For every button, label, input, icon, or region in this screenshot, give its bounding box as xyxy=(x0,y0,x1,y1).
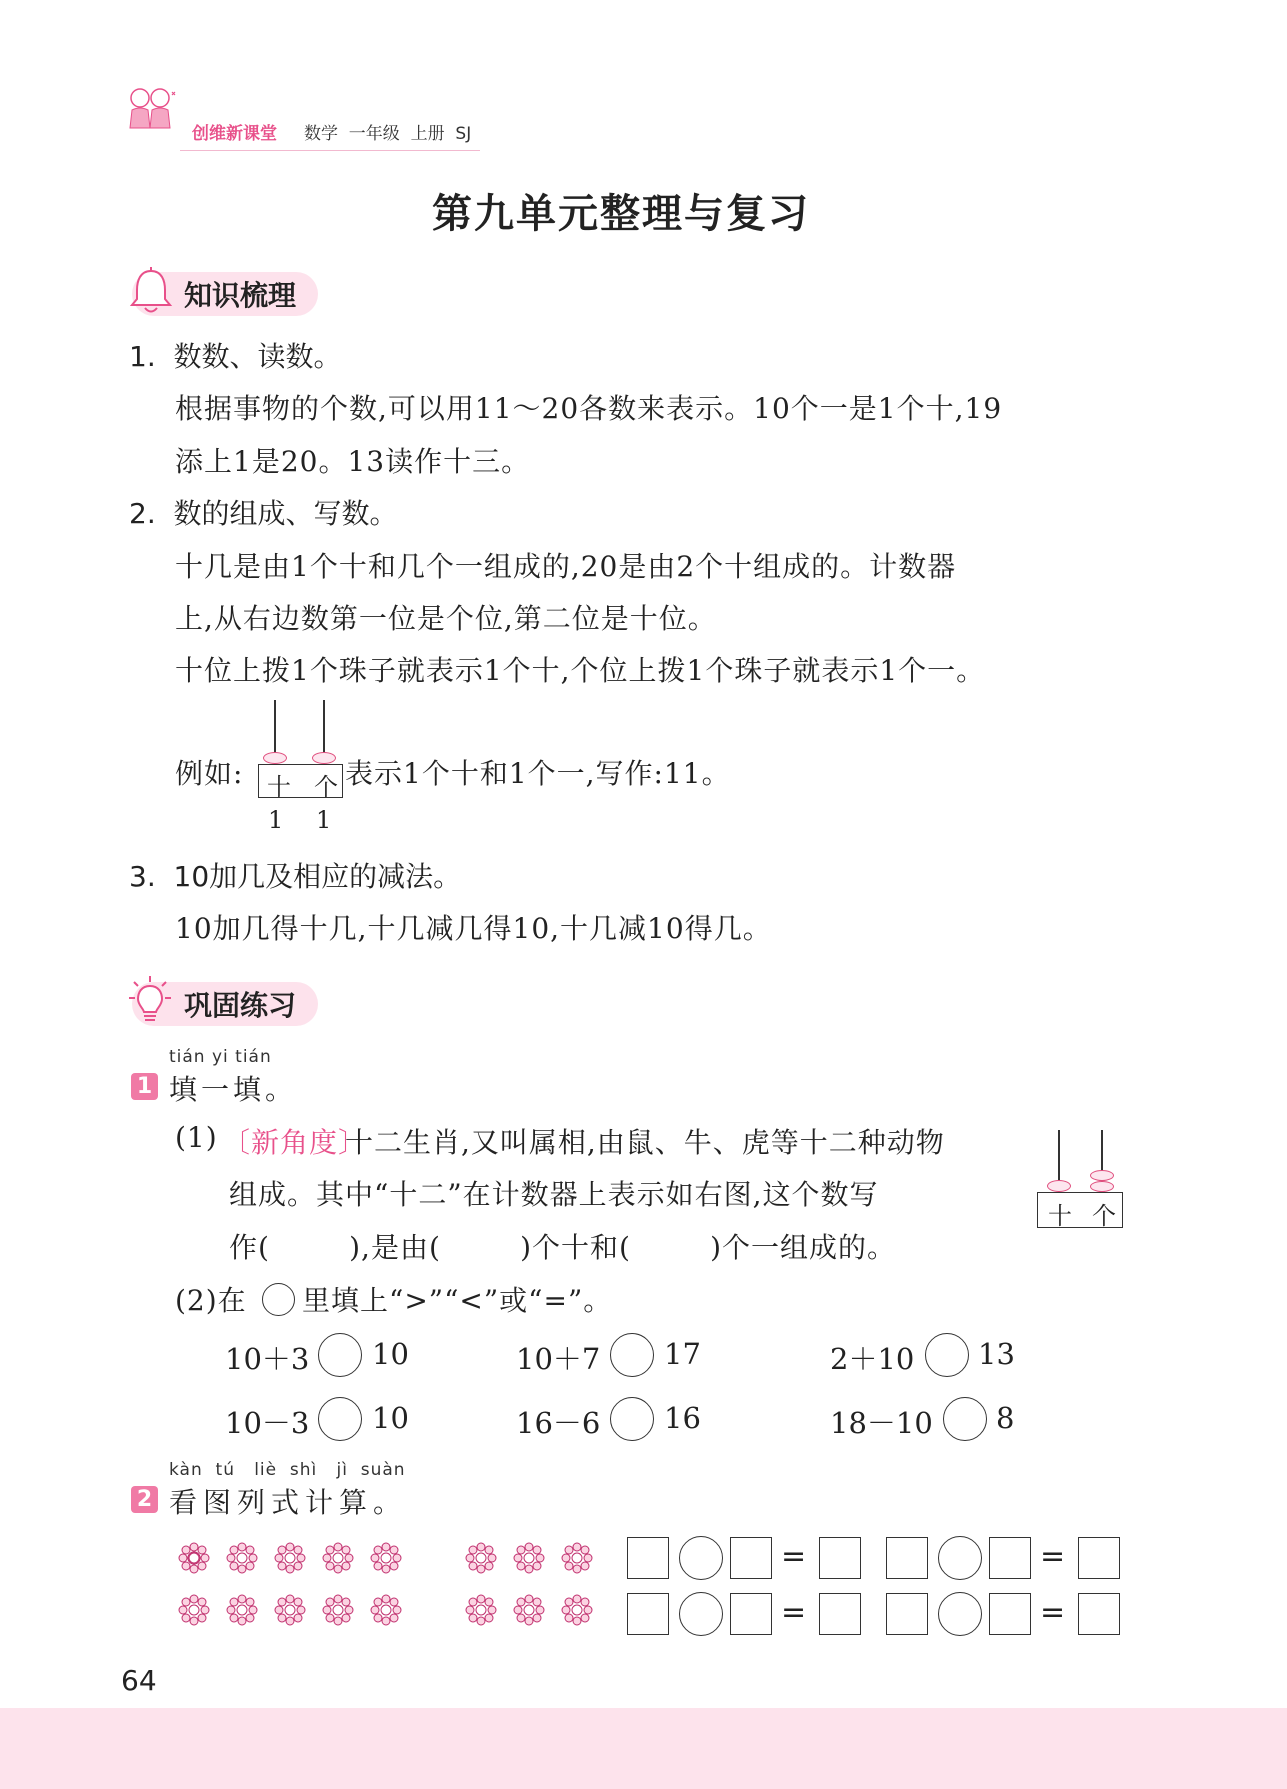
cmp-3-left: 2＋10 xyxy=(830,1342,915,1376)
example-text: 表示1个十和1个一,写作:11。 xyxy=(345,757,731,790)
equation-row-1b xyxy=(886,1535,1124,1581)
q1-tens-label: 十 xyxy=(1048,1202,1072,1230)
q1-part2-label-after: 里填上“>”“<”或“=”。 xyxy=(302,1284,613,1317)
eq-box[interactable] xyxy=(989,1537,1031,1579)
flower-icon xyxy=(513,1594,545,1626)
knowledge-item-2-line-2: 上,从右边数第一位是个位,第二位是十位。 xyxy=(175,602,717,635)
eq-box[interactable] xyxy=(819,1593,861,1635)
example-prefix: 例如: xyxy=(175,757,244,790)
example-tens-label: 十 xyxy=(267,773,291,801)
eq-box[interactable] xyxy=(627,1537,669,1579)
flower-icon xyxy=(178,1542,210,1574)
q1-ones-bead-2 xyxy=(1090,1181,1114,1192)
knowledge-item-2-line-1: 十几是由1个十和几个一组成的,20是由2个十组成的。计数器 xyxy=(175,550,957,583)
page-number: 64 xyxy=(121,1664,157,1697)
q1-ones-bead-1 xyxy=(1090,1170,1114,1181)
flower-icon xyxy=(370,1542,402,1574)
example-tens-rod xyxy=(274,700,276,760)
equation-row-1a xyxy=(627,1535,865,1581)
eq-box[interactable] xyxy=(730,1537,772,1579)
q1-pinyin: tián yi tián xyxy=(169,1047,272,1067)
cmp-2-circle[interactable] xyxy=(610,1333,654,1377)
page-title: 第九单元整理与复习 xyxy=(432,191,810,237)
cmp-4-circle[interactable] xyxy=(318,1397,362,1441)
q1-part1-label: (1) xyxy=(175,1121,218,1154)
q1-number-badge: 1 xyxy=(131,1073,158,1100)
cmp-2-left: 10＋7 xyxy=(516,1342,601,1376)
cmp-6-circle[interactable] xyxy=(943,1397,987,1441)
example-ones-digit: 1 xyxy=(316,806,332,834)
cmp-3-right: 13 xyxy=(978,1337,1015,1371)
cmp-1-right: 10 xyxy=(372,1337,409,1371)
flower-icon xyxy=(178,1594,210,1626)
eq-op-circle[interactable] xyxy=(938,1536,982,1580)
knowledge-item-1-line-1: 根据事物的个数,可以用11～20各数来表示。10个一是1个十,19 xyxy=(175,392,1003,425)
flower-icon xyxy=(226,1542,258,1574)
header-subtitle: 数学 一年级 上册 SJ xyxy=(304,124,472,144)
knowledge-item-2-line-3: 十位上拨1个珠子就表示1个十,个位上拨1个珠子就表示1个一。 xyxy=(175,654,986,687)
eq-equals: = xyxy=(1040,1539,1066,1574)
q1-title: 填一填。 xyxy=(169,1073,298,1106)
cmp-1-circle[interactable] xyxy=(318,1333,362,1377)
eq-box[interactable] xyxy=(1078,1537,1120,1579)
q1-part1-line-2: 组成。其中“十二”在计数器上表示如右图,这个数写 xyxy=(229,1178,879,1211)
flower-icon xyxy=(513,1542,545,1574)
eq-equals: = xyxy=(1040,1595,1066,1630)
q1-part1-line-3: 作( ),是由( )个十和( )个一组成的。 xyxy=(229,1231,897,1264)
example-ones-label: 个 xyxy=(314,773,338,801)
q1-ones-label: 个 xyxy=(1092,1202,1116,1230)
equation-row-2b xyxy=(886,1591,1124,1637)
q2-title: 看图列式计算。 xyxy=(169,1486,408,1519)
q2-pinyin: kàn tú liè shì jì suàn xyxy=(169,1460,406,1480)
knowledge-item-3-heading: 3. 10加几及相应的减法。 xyxy=(129,860,462,893)
bottom-band xyxy=(0,1708,1287,1789)
eq-box[interactable] xyxy=(886,1537,928,1579)
section-practice-label: 巩固练习 xyxy=(184,989,297,1022)
example-ones-rod xyxy=(323,700,325,760)
flower-icon xyxy=(274,1542,306,1574)
eq-op-circle[interactable] xyxy=(938,1592,982,1636)
knowledge-item-1-line-2: 添上1是20。13读作十三。 xyxy=(175,445,531,478)
q2-number-badge: 2 xyxy=(131,1486,158,1513)
q1-part2-label: (2)在 xyxy=(175,1284,247,1317)
example-ones-bead xyxy=(312,752,336,764)
kids-logo-icon xyxy=(124,86,182,136)
cmp-5-left: 16－6 xyxy=(516,1406,601,1440)
eq-op-circle[interactable] xyxy=(679,1592,723,1636)
q1-tens-bead xyxy=(1047,1180,1071,1192)
eq-equals: = xyxy=(781,1539,807,1574)
eq-box[interactable] xyxy=(886,1593,928,1635)
eq-box[interactable] xyxy=(989,1593,1031,1635)
example-tens-digit: 1 xyxy=(268,806,284,834)
cmp-5-right: 16 xyxy=(664,1401,701,1435)
flower-icon xyxy=(561,1542,593,1574)
header-logo xyxy=(124,86,182,136)
section-knowledge-label: 知识梳理 xyxy=(184,279,297,312)
knowledge-item-2-heading: 2. 数的组成、写数。 xyxy=(129,497,398,530)
example-counter-box xyxy=(258,764,343,801)
cmp-5-circle[interactable] xyxy=(610,1397,654,1441)
eq-box[interactable] xyxy=(627,1593,669,1635)
cmp-3-circle[interactable] xyxy=(925,1333,969,1377)
eq-box[interactable] xyxy=(730,1593,772,1635)
q1-part1-tag: 〔新角度〕 xyxy=(222,1126,368,1159)
q1-part2-circle-icon xyxy=(262,1283,295,1316)
equation-row-2a xyxy=(627,1591,865,1637)
flower-icon xyxy=(322,1542,354,1574)
flower-icon xyxy=(465,1542,497,1574)
flower-icon xyxy=(274,1594,306,1626)
cmp-2-right: 17 xyxy=(664,1337,701,1371)
bell-icon xyxy=(128,266,174,318)
cmp-4-left: 10－3 xyxy=(225,1406,310,1440)
knowledge-item-3-line-1: 10加几得十几,十几减几得10,十几减10得几。 xyxy=(175,912,772,945)
eq-equals: = xyxy=(781,1595,807,1630)
eq-box[interactable] xyxy=(1078,1593,1120,1635)
cmp-6-left: 18－10 xyxy=(830,1406,933,1440)
eq-op-circle[interactable] xyxy=(679,1536,723,1580)
header-brand: 创维新课堂 xyxy=(192,124,277,144)
lightbulb-icon xyxy=(126,974,174,1028)
q1-part1-line-1: 十二生肖,又叫属相,由鼠、牛、虎等十二种动物 xyxy=(345,1126,945,1159)
header-divider xyxy=(180,150,480,151)
cmp-4-right: 10 xyxy=(372,1401,409,1435)
knowledge-item-1-heading: 1. 数数、读数。 xyxy=(129,340,342,373)
q1-counter-box xyxy=(1037,1192,1123,1228)
eq-box[interactable] xyxy=(819,1537,861,1579)
flower-icon xyxy=(322,1594,354,1626)
flower-icon xyxy=(561,1594,593,1626)
cmp-6-right: 8 xyxy=(996,1401,1015,1435)
example-tens-bead xyxy=(263,752,287,764)
flower-icon xyxy=(465,1594,497,1626)
cmp-1-left: 10＋3 xyxy=(225,1342,310,1376)
flower-icon xyxy=(226,1594,258,1626)
flower-icon xyxy=(370,1594,402,1626)
